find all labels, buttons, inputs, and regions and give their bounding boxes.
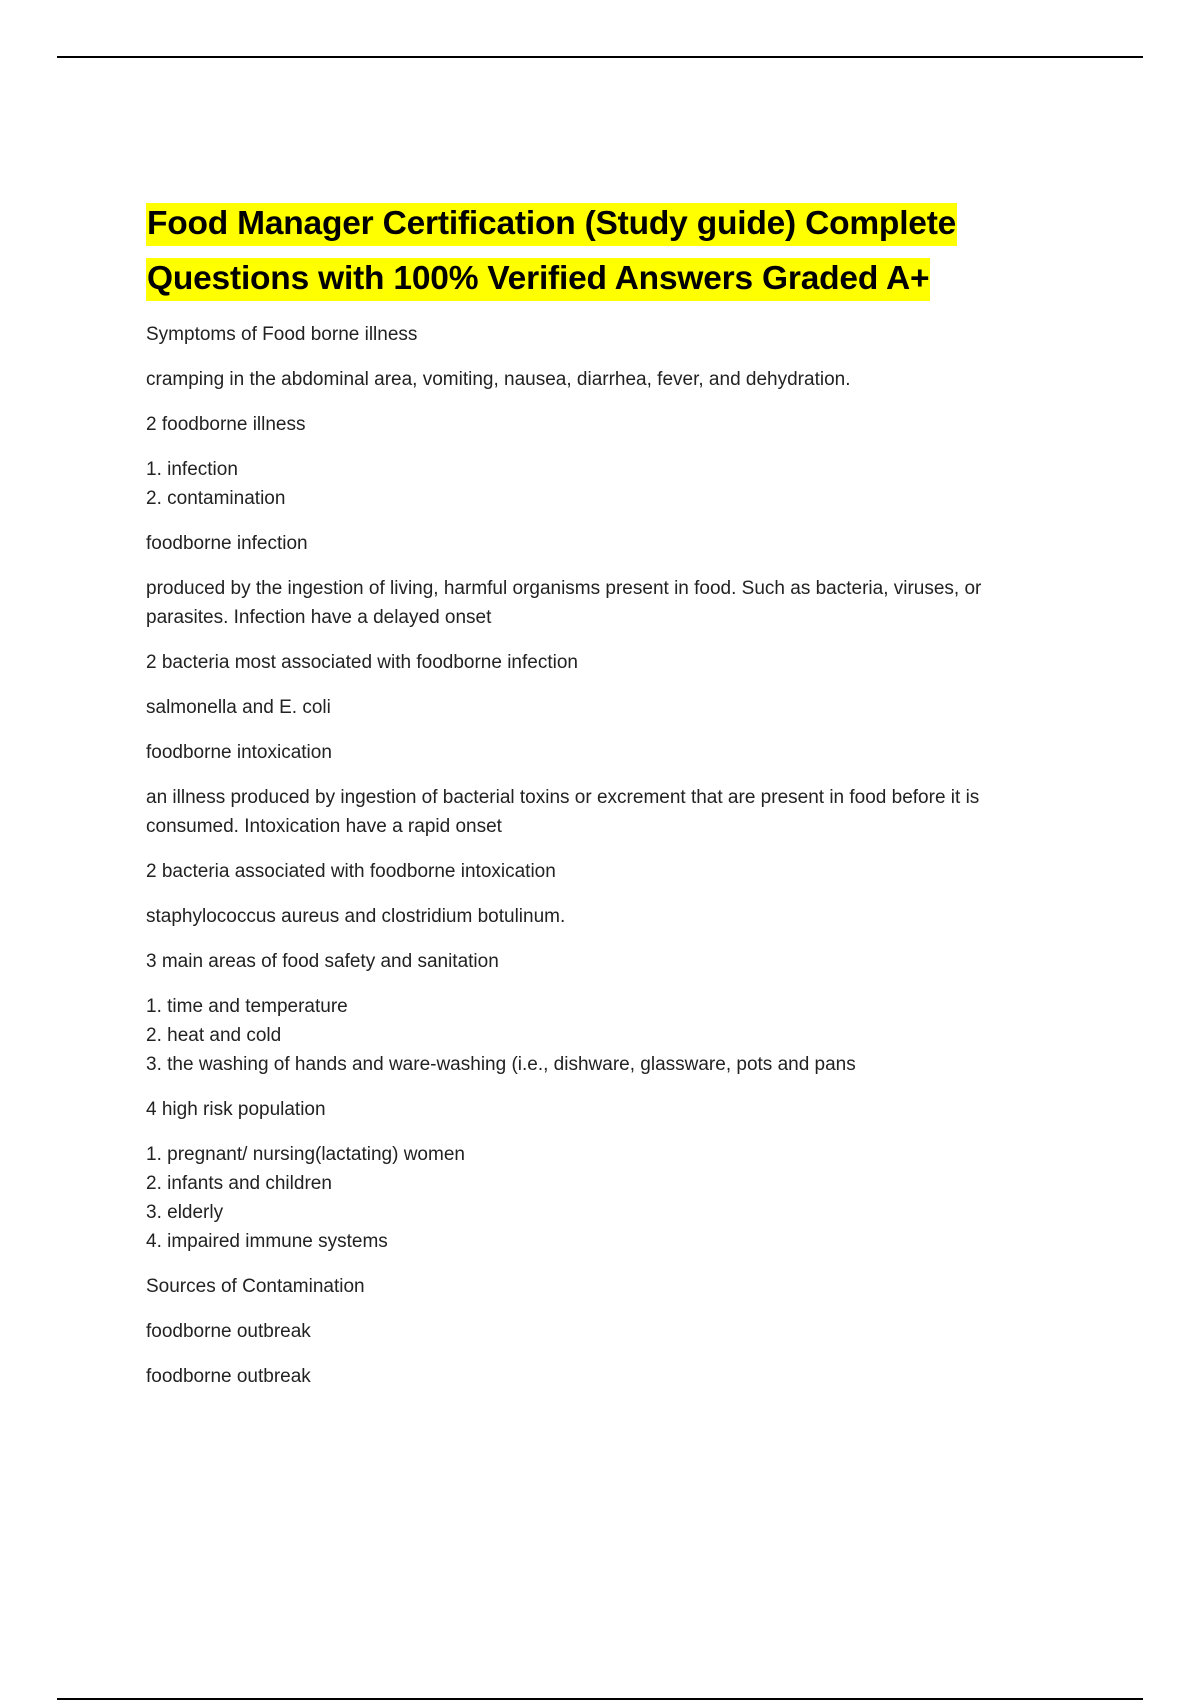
text-line: foodborne outbreak (146, 1366, 311, 1387)
text-block (146, 365, 1086, 394)
header-rule (57, 56, 1143, 58)
text-line: cramping in the abdominal area, vomiting, nausea, diarrhea, fever, and dehydration. (146, 369, 851, 390)
text-line: foodborne outbreak (146, 1321, 311, 1342)
text-line: staphylococcus aureus and clostridium botulinum. (146, 906, 566, 927)
document-title (146, 196, 1086, 306)
text-line: 3. elderly (146, 1202, 224, 1223)
text-block (146, 738, 1086, 767)
text-block (146, 947, 1086, 976)
text-line: produced by the ingestion of living, harmful organisms present in food. Such as bacteria, viruses, or (146, 578, 982, 599)
text-block (146, 529, 1086, 558)
text-line: 2. heat and cold (146, 1025, 282, 1046)
text-block (146, 693, 1086, 722)
text-line: foodborne infection (146, 533, 308, 554)
text-line: consumed. Intoxication have a rapid onset (146, 816, 502, 837)
text-block (146, 574, 1086, 632)
text-line: 1. infection (146, 459, 238, 480)
text-line: 2 bacteria associated with foodborne intoxication (146, 861, 556, 882)
text-line: 2. infants and children (146, 1173, 332, 1194)
document-body (146, 196, 1086, 1407)
qa-list (146, 320, 1086, 1391)
text-block (146, 1140, 1086, 1256)
text-line: 3 main areas of food safety and sanitation (146, 951, 499, 972)
text-line: 4. impaired immune systems (146, 1231, 388, 1252)
text-block (146, 992, 1086, 1079)
text-block (146, 857, 1086, 886)
text-line: foodborne intoxication (146, 742, 332, 763)
text-block (146, 1362, 1086, 1391)
text-line: 2 bacteria most associated with foodborne infection (146, 652, 578, 673)
text-block (146, 410, 1086, 439)
text-line: 2 foodborne illness (146, 414, 306, 435)
text-block (146, 648, 1086, 677)
text-block (146, 783, 1086, 841)
text-line: 4 high risk population (146, 1099, 326, 1120)
text-block (146, 320, 1086, 349)
text-block (146, 902, 1086, 931)
text-block (146, 455, 1086, 513)
text-line: salmonella and E. coli (146, 697, 331, 718)
text-line: an illness produced by ingestion of bacterial toxins or excrement that are present in food before it is (146, 787, 980, 808)
title-line-1: Food Manager Certification (Study guide) Complete (146, 203, 957, 246)
text-line: parasites. Infection have a delayed onset (146, 607, 492, 628)
title-line-2: Questions with 100% Verified Answers Graded A+ (146, 258, 930, 301)
text-line: Symptoms of Food borne illness (146, 324, 418, 345)
text-block (146, 1095, 1086, 1124)
text-block (146, 1317, 1086, 1346)
text-block (146, 1272, 1086, 1301)
text-line: 3. the washing of hands and ware-washing (i.e., dishware, glassware, pots and pans (146, 1054, 856, 1075)
text-line: 2. contamination (146, 488, 286, 509)
text-line: 1. time and temperature (146, 996, 348, 1017)
text-line: Sources of Contamination (146, 1276, 365, 1297)
text-line: 1. pregnant/ nursing(lactating) women (146, 1144, 465, 1165)
